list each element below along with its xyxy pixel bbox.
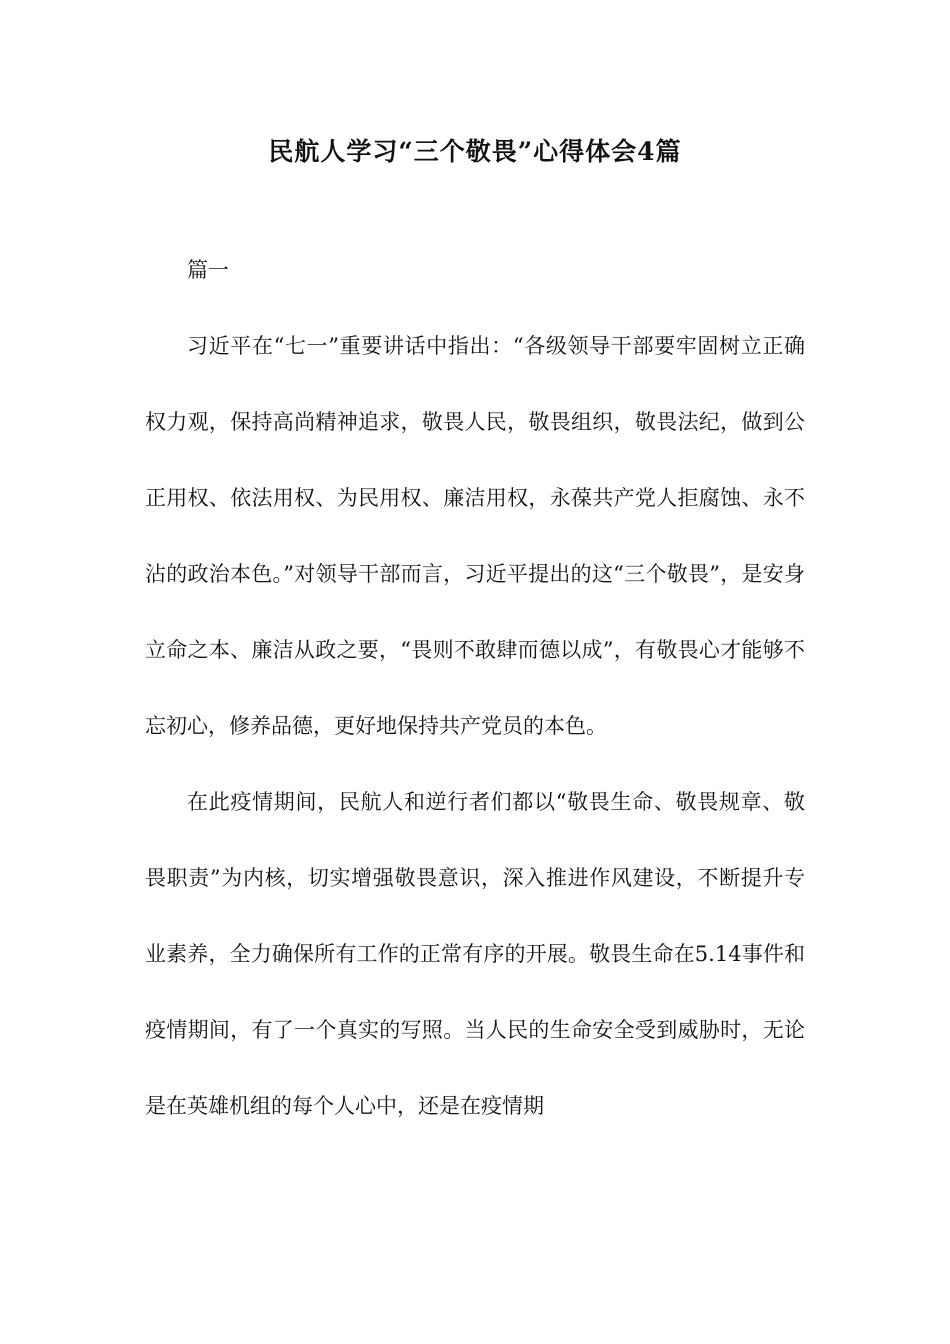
section-label: 篇一: [187, 258, 229, 282]
document-body: [145, 232, 805, 1144]
paragraph-1: 习近平在“七一”重要讲话中指出：“各级领导干部要牢固树立正确权力观，保持高尚精神追求，敬畏人民，敬畏组织，敬畏法纪，做到公正用权、依法用权、为民用权、廉洁用权，永葆共产党人拒腐蚀、永不沾的政治本色。”对领导干部而言，习近平提出的这“三个敬畏”，是安身立命之本、廉洁从政之要，“畏则不敢肆而德以成”，有敬畏心才能够不忘初心，修养品德，更好地保持共产党员的本色。: [145, 334, 805, 738]
document-title: 民航人学习“三个敬畏”心得体会4篇: [268, 137, 682, 166]
paragraph-2: 在此疫情期间，民航人和逆行者们都以“敬畏生命、敬畏规章、敬畏职责”为内核，切实增强敬畏意识，深入推进作风建设，不断提升专业素养，全力确保所有工作的正常有序的开展。敬畏生命在5.14事件和疫情期间，有了一个真实的写照。当人民的生命安全受到威胁时，无论是在英雄机组的每个人心中，还是在疫情期: [145, 790, 805, 1118]
